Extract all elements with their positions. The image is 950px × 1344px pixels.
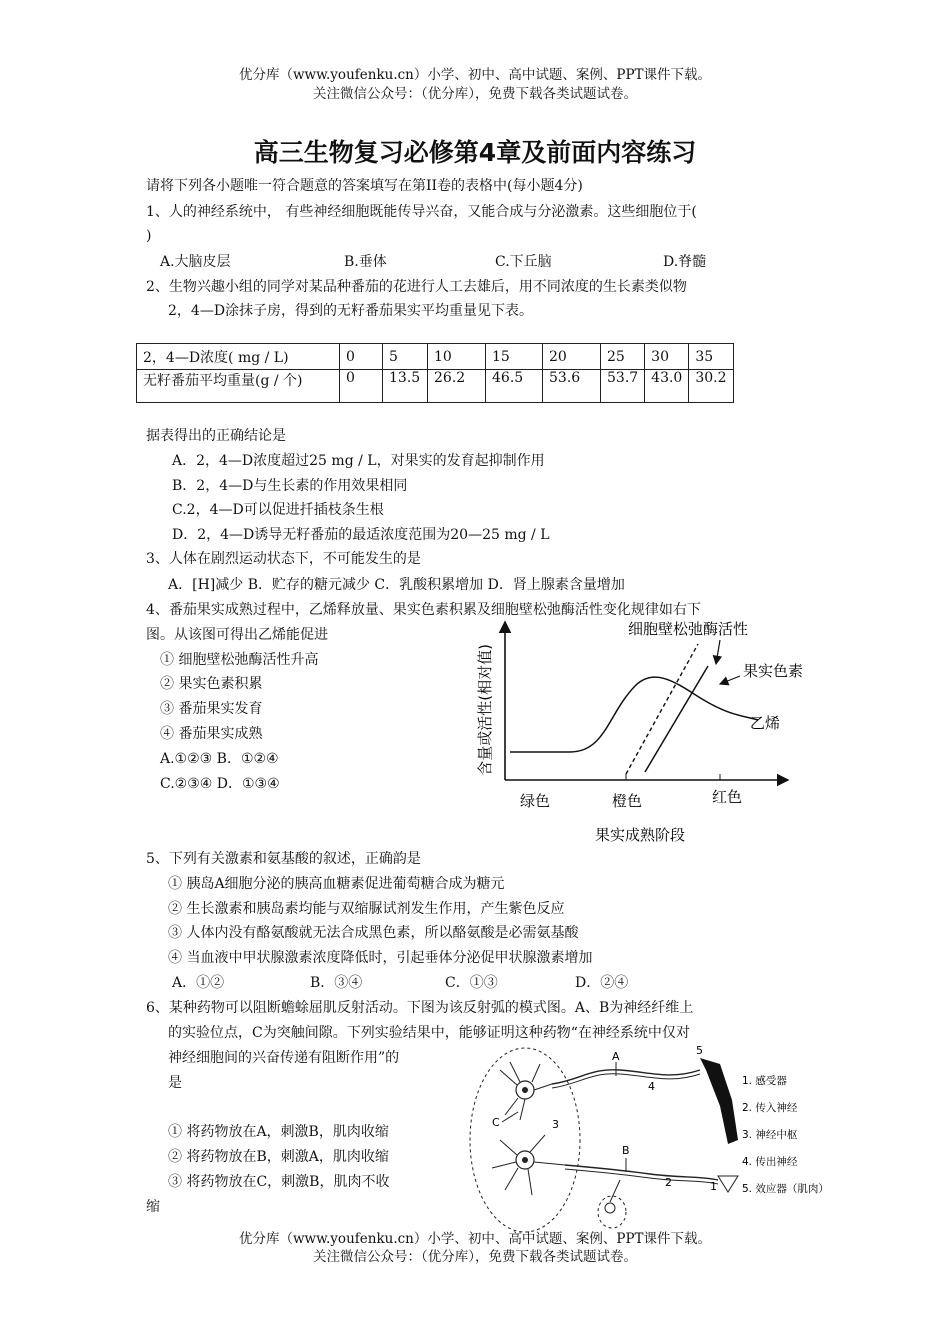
page-title: 高三生物复习必修第4章及前面内容练习 [253,138,697,167]
footer-line-1: 优分库（www.youfenku.cn）小学、初中、高中试题、案例、PPT课件下载。 [238,1231,712,1247]
efferent-nerve [552,1070,700,1084]
q1-stem-cont: ) [146,228,152,244]
q4-item-3: ③ 番茄果实发育 [160,701,263,717]
table-row [137,344,734,370]
q5-option-d: D．②④ [575,975,629,991]
legend-item: 3. 神经中枢 [742,1129,798,1141]
legend-item: 2. 传入神经 [742,1102,798,1114]
afferent-nerve [565,1165,718,1180]
reflex-arc-diagram [470,1040,829,1236]
y-axis-label: 含量或活性(相对值) [476,644,494,776]
q4-item-1: ① 细胞壁松弛酶活性升高 [160,652,319,668]
table-cell: 2，4—D浓度( mg / L) [137,344,340,370]
ganglion-process [610,1180,620,1202]
table-cell: 10 [428,344,486,370]
table-cell: 26.2 [428,370,486,403]
num-2: 2 [665,1176,672,1189]
marker-b: B [622,1144,630,1157]
num-3: 3 [552,1118,559,1131]
table-cell: 30.2 [689,370,733,403]
table-cell: 5 [383,344,428,370]
q2-option-b: B．2，4—D与生长素的作用效果相同 [172,478,408,494]
q4-stem-cont: 图。从该图可得出乙烯能促进 [146,627,328,643]
label-ethylene: 乙烯 [750,714,781,732]
table-cell: 0 [340,370,383,403]
ganglion-outline [598,1196,626,1228]
q4-item-4: ④ 番茄果实成熟 [160,726,263,742]
q2-data-table [136,343,734,403]
q1-option-c: C.下丘脑 [495,254,552,270]
table-cell: 0 [340,344,383,370]
q4-item-2: ② 果实色素积累 [160,676,263,692]
x-axis-label: 果实成熟阶段 [595,826,686,844]
q6-item-3-tail: 缩 [146,1199,160,1215]
table-cell: 15 [486,344,543,370]
ripening-graph [440,604,820,844]
q4-stem: 4、番茄果实成熟过程中，乙烯释放量、果实色素积累及细胞壁松弛酶活性变化规律如右下 [146,602,701,618]
q2-option-a: A．2，4—D浓度超过25 mg / L，对果实的发育起抑制作用 [172,453,545,469]
q6-stem-cont3: 是 [168,1075,182,1091]
q6-item-3: ③ 将药物放在C，刺激B，肌肉不收 [168,1174,390,1190]
q5-item-4: ④ 当血液中甲状腺激素浓度降低时，引起垂体分泌促甲状腺激素增加 [168,950,593,966]
q2-stem: 2、生物兴趣小组的同学对某品种番茄的花进行人工去雄后，用不同浓度的生长素类似物 [146,279,687,295]
table-cell: 25 [601,344,645,370]
table-cell: 13.5 [383,370,428,403]
q5-item-3: ③ 人体内没有酪氨酸就无法合成黑色素，所以酪氨酸是必需氨基酸 [168,925,579,941]
q5-option-c: C．①③ [445,975,498,991]
q1-option-d: D.脊髓 [663,254,707,270]
marker-c-line [502,1112,518,1122]
q5-option-b: B．③④ [310,975,363,991]
interneuron-bottom [492,1135,565,1195]
marker-c: C [492,1116,500,1129]
table-cell: 43.0 [645,370,689,403]
q6-stem: 6、某种药物可以阻断蟾蜍屈肌反射活动。下图为该反射弧的模式图。A、B为神经纤维上 [146,1000,694,1016]
q2-stem-cont: 2，4—D涂抹子房，得到的无籽番茄果实平均重量见下表。 [168,303,534,319]
ganglion-cell [605,1203,615,1213]
q5-option-a: A．①② [172,975,225,991]
efferent-nerve-edge [552,1074,700,1088]
q5-item-2: ② 生长激素和胰岛素均能与双缩脲试剂发生作用，产生紫色反应 [168,901,565,917]
spinal-cord-outline [470,1048,580,1232]
q5-item-1: ① 胰岛A细胞分泌的胰高血糖素促进葡萄糖合成为糖元 [168,876,505,892]
marker-a: A [612,1050,620,1063]
label-pigment: 果实色素 [743,662,804,680]
table-cell: 46.5 [486,370,543,403]
header-line-1: 优分库（www.youfenku.cn）小学、初中、高中试题、案例、PPT课件下载。 [238,67,712,83]
num-4: 4 [648,1080,655,1093]
q1-option-a: A.大脑皮层 [160,254,231,270]
q2-option-c: C.2，4—D可以促进扦插枝条生根 [172,502,384,518]
afferent-nerve-edge [565,1169,718,1184]
x-tick-label: 红色 [712,788,743,806]
effector-muscle [700,1058,738,1144]
table-cell: 53.7 [601,370,645,403]
label-enzyme: 细胞壁松弛酶活性 [628,620,749,638]
arrow-enzyme [716,640,720,664]
x-tick-label: 橙色 [612,792,643,810]
num-5: 5 [696,1044,703,1057]
q3-stem: 3、人体在剧烈运动状态下，不可能发生的是 [146,551,421,567]
legend-item: 1. 感受器 [742,1075,787,1087]
q6-stem-cont2: 神经细胞间的兴奋传递有阻断作用”的 [168,1050,400,1066]
q6-item-1: ① 将药物放在A，刺激B，肌肉收缩 [168,1124,389,1140]
q6-item-2: ② 将药物放在B，刺激A，肌肉收缩 [168,1149,389,1165]
table-cell: 无籽番茄平均重量(g / 个) [137,370,340,403]
q4-options-ab: A.①②③ B．①②④ [160,751,279,767]
q6-stem-cont: 的实验位点，C为突触间隙。下列实验结果中，能够证明这种药物“在神经系统中仅对 [168,1025,690,1041]
table-cell: 20 [543,344,601,370]
table-cell: 30 [645,344,689,370]
legend-item: 5. 效应器（肌肉） [742,1183,829,1195]
table-row [137,370,734,403]
instruction: 请将下列各小题唯一符合题意的答案填写在第II卷的表格中(每小题4分) [146,178,583,194]
enzyme-activity-curve [510,677,758,752]
x-tick-label: 绿色 [520,792,551,810]
q2-conclusion: 据表得出的正确结论是 [146,428,286,444]
legend-item: 4. 传出神经 [742,1156,798,1168]
q4-options-cd: C.②③④ D．①③④ [160,776,280,792]
q2-option-d: D．2，4—D诱导无籽番茄的最适浓度范围为20—25 mg / L [172,527,550,543]
interneuron-top [500,1062,552,1120]
arrow-pigment [720,676,740,684]
num-1: 1 [710,1180,717,1193]
header-line-2: 关注微信公众号：（优分库），免费下载各类试题试卷。 [313,86,637,102]
q1-stem: 1、人的神经系统中， 有些神经细胞既能传导兴奋，又能合成与分泌激素。这些细胞位于( [146,204,697,220]
q3-options: A．[H]减少 B．贮存的糖元减少 C．乳酸积累增加 D．肾上腺素含量增加 [168,577,625,593]
table-cell: 35 [689,344,733,370]
q5-stem: 5、下列有关激素和氨基酸的叙述，正确韵是 [146,851,421,867]
footer-line-2: 关注微信公众号：（优分库），免费下载各类试题试卷。 [313,1249,637,1265]
ethylene-curve [626,644,698,774]
table-cell: 53.6 [543,370,601,403]
q1-option-b: B.垂体 [344,254,387,270]
receptor [718,1176,738,1192]
